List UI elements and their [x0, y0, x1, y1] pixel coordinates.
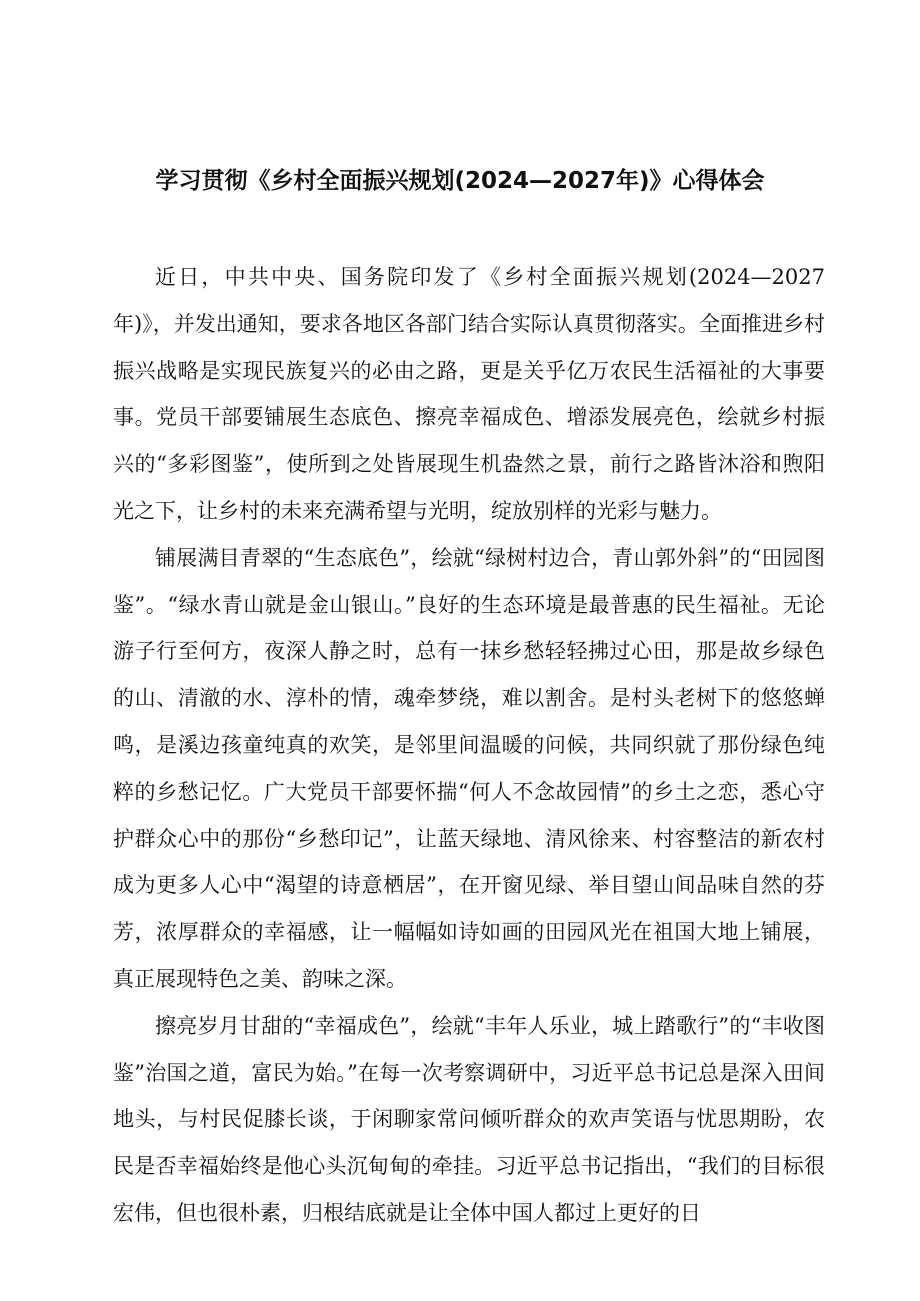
paragraph-intro: 近日，中共中央、国务院印发了《乡村全面振兴规划(2024—2027年)》，并发出通知，要求各地区各部门结合实际认真贯彻落实。全面推进乡村振兴战略是实现民族复兴的必由之路，更是关乎亿万农民生活福祉的大事要事。党员干部要铺展生态底色、擦亮幸福成色、增添发展亮色，绘就乡村振兴的“多彩图鉴”，使所到之处皆展现生机盎然之景，前行之路皆沐浴和煦阳光之下，让乡村的未来充满希望与光明，绽放别样的光彩与魅力。	[113, 265, 825, 523]
document-body	[113, 254, 825, 1237]
paragraph-happiness: 擦亮岁月甘甜的“幸福成色”，绘就“丰年人乐业，城上踏歌行”的“丰收图鉴”治国之道，富民为始。”在每一次考察调研中，习近平总书记总是深入田间地头，与村民促膝长谈，于闲聊家常问倾听群众的欢声笑语与忧思期盼，农民是否幸福始终是他心头沉甸甸的牵挂。习近平总书记指出，“我们的目标很宏伟，但也很朴素，归根结底就是让全体中国人都过上更好的日	[113, 1013, 825, 1225]
paragraph-ecology: 铺展满目青翠的“生态底色”，绘就“绿树村边合，青山郭外斜”的“田园图鉴”。“绿水青山就是金山银山。”良好的生态环境是最普惠的民生福祉。无论游子行至何方，夜深人静之时，总有一抹乡愁轻轻拂过心田，那是故乡绿色的山、清澈的水、淳朴的情，魂牵梦绕，难以割舍。是村头老树下的悠悠蝉鸣，是溪边孩童纯真的欢笑，是邻里间温暖的问候，共同织就了那份绿色纯粹的乡愁记忆。广大党员干部要怀揣“何人不念故园情”的乡土之恋，悉心守护群众心中的那份“乡愁印记”，让蓝天绿地、清风徐来、村容整洁的新农村成为更多人心中“渴望的诗意栖居”，在开窗见绿、举目望山间品味自然的芬芳，浓厚群众的幸福感，让一幅幅如诗如画的田园风光在祖国大地上铺展，真正展现特色之美、韵味之深。	[113, 545, 825, 991]
document-title: 学习贯彻《乡村全面振兴规划(2024—2027年)》心得体会	[155, 168, 765, 194]
